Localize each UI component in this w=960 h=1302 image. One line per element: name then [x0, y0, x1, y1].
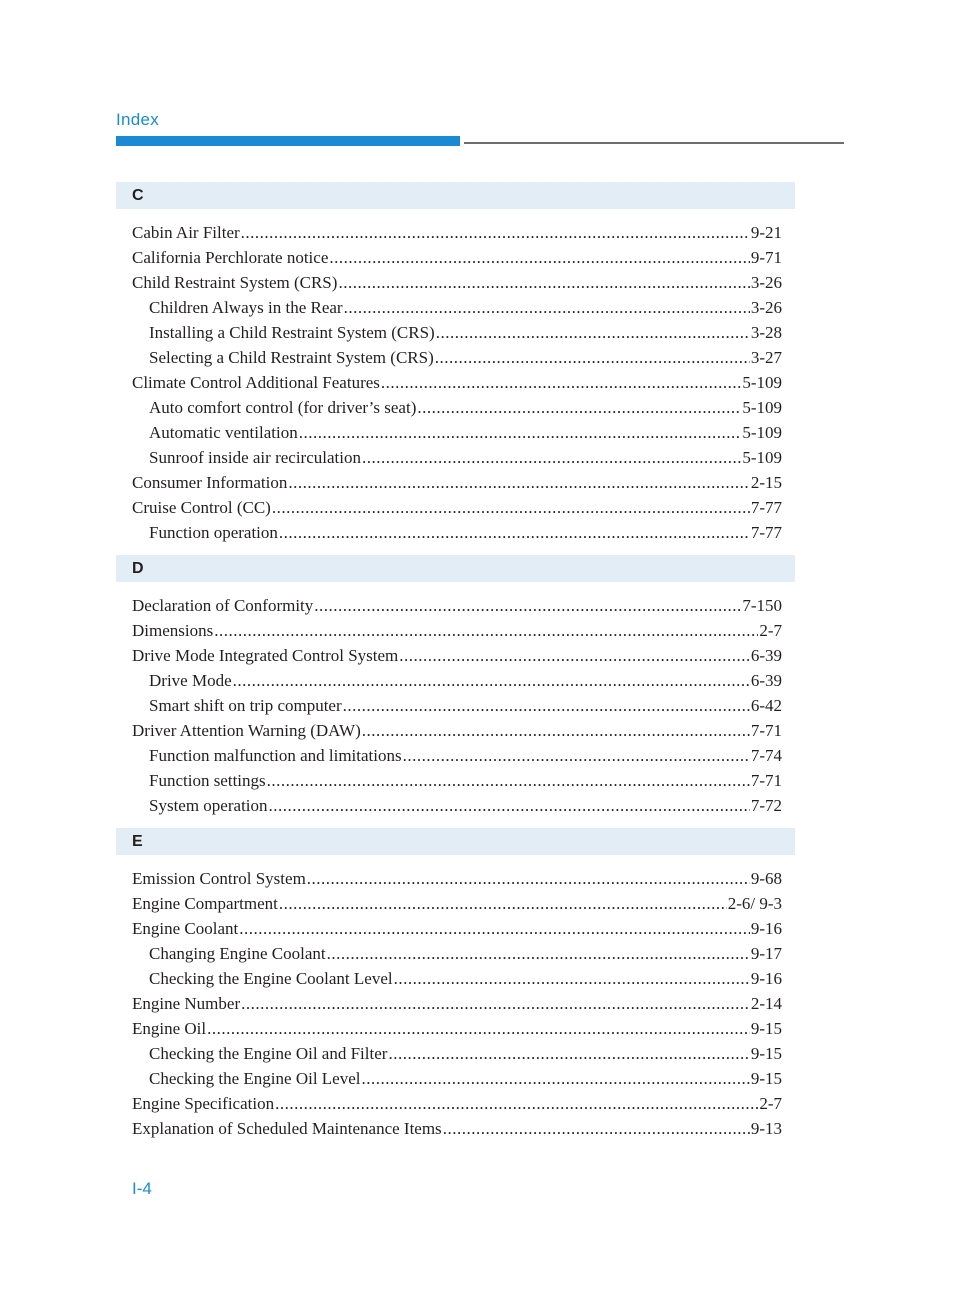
index-subentry — [132, 743, 782, 768]
entry-title: Checking the Engine Oil Level — [149, 1069, 361, 1088]
entry-title: Driver Attention Warning (DAW) — [132, 721, 361, 740]
index-entry — [132, 1091, 782, 1116]
entry-page-ref: 9-13 — [750, 1119, 782, 1138]
entry-page-ref: 2-14 — [750, 994, 782, 1013]
entry-page-ref: 7-72 — [750, 796, 782, 815]
index-entry — [132, 495, 782, 520]
entry-title: Installing a Child Restraint System (CRS) — [149, 323, 435, 342]
entry-title: Drive Mode Integrated Control System — [132, 646, 399, 665]
dot-leader — [362, 1066, 750, 1091]
entry-page-ref: 9-15 — [750, 1044, 782, 1063]
index-entry — [132, 718, 782, 743]
entry-title: Climate Control Additional Features — [132, 373, 380, 392]
index-subentry — [132, 445, 782, 470]
index-entry — [132, 1016, 782, 1041]
index-entry-list — [116, 855, 795, 1141]
index-subentry — [132, 520, 782, 545]
entry-title: Sunroof inside air recirculation — [149, 448, 361, 467]
dot-leader — [394, 966, 750, 991]
index-subentry — [132, 693, 782, 718]
index-subentry — [132, 768, 782, 793]
entry-page-ref: 7-77 — [750, 523, 782, 542]
index-entry — [132, 1116, 782, 1141]
entry-page-ref: 5-109 — [742, 398, 782, 417]
entry-title: Selecting a Child Restraint System (CRS) — [149, 348, 434, 367]
dot-leader — [207, 1016, 750, 1041]
index-subentry — [132, 793, 782, 818]
entry-title: Engine Number — [132, 994, 241, 1013]
entry-page-ref: 3-28 — [750, 323, 782, 342]
index-entry — [132, 220, 782, 245]
entry-page-ref: 2-7 — [759, 621, 782, 640]
section-letter-heading: D — [116, 555, 795, 582]
entry-title: Children Always in the Rear — [149, 298, 343, 317]
index-entry — [132, 643, 782, 668]
index-subentry — [132, 668, 782, 693]
entry-title: Auto comfort control (for driver’s seat) — [149, 398, 417, 417]
header-divider-rule — [464, 142, 844, 144]
entry-page-ref: 9-17 — [750, 944, 782, 963]
index-subentry — [132, 295, 782, 320]
entry-title: Engine Oil — [132, 1019, 207, 1038]
dot-leader — [417, 395, 741, 420]
entry-title: Cabin Air Filter — [132, 223, 240, 242]
dot-leader — [388, 1041, 749, 1066]
entry-page-ref: 9-16 — [750, 919, 782, 938]
index-entry — [132, 618, 782, 643]
entry-title: Automatic ventilation — [149, 423, 298, 442]
dot-leader — [307, 866, 750, 891]
entry-page-ref: 7-74 — [750, 746, 782, 765]
dot-leader — [241, 220, 750, 245]
entry-page-ref: 6-39 — [750, 671, 782, 690]
dot-leader — [241, 991, 750, 1016]
index-section-c — [116, 182, 795, 545]
entry-title: California Perchlorate notice — [132, 248, 329, 267]
section-letter-heading: E — [116, 828, 795, 855]
entry-page-ref: 9-15 — [750, 1019, 782, 1038]
index-section-e — [116, 828, 795, 1141]
dot-leader — [436, 320, 750, 345]
entry-title: Smart shift on trip computer — [149, 696, 342, 715]
index-entry — [132, 370, 782, 395]
entry-page-ref: 9-21 — [750, 223, 782, 242]
entry-page-ref: 2-15 — [750, 473, 782, 492]
dot-leader — [381, 370, 741, 395]
entry-title: Consumer Information — [132, 473, 288, 492]
entry-title: Checking the Engine Oil and Filter — [149, 1044, 388, 1063]
entry-page-ref: 7-71 — [750, 721, 782, 740]
dot-leader — [403, 743, 750, 768]
entry-title: Function operation — [149, 523, 278, 542]
entry-page-ref: 9-15 — [750, 1069, 782, 1088]
index-entry-list — [116, 209, 795, 545]
index-subentry — [132, 420, 782, 445]
entry-title: Changing Engine Coolant — [149, 944, 326, 963]
entry-page-ref: 2-7 — [759, 1094, 782, 1113]
index-entry — [132, 593, 782, 618]
dot-leader — [239, 916, 750, 941]
header-accent-rule — [116, 136, 460, 146]
index-entry — [132, 891, 782, 916]
index-subentry — [132, 941, 782, 966]
dot-leader — [314, 593, 741, 618]
dot-leader — [435, 345, 750, 370]
entry-title: Cruise Control (CC) — [132, 498, 271, 517]
dot-leader — [267, 768, 750, 793]
entry-title: Declaration of Conformity — [132, 596, 314, 615]
section-letter-heading: C — [116, 182, 795, 209]
entry-page-ref: 5-109 — [742, 373, 782, 392]
dot-leader — [299, 420, 742, 445]
entry-title: System operation — [149, 796, 268, 815]
entry-page-ref: 9-68 — [750, 869, 782, 888]
dot-leader — [269, 793, 750, 818]
dot-leader — [338, 270, 749, 295]
index-subentry — [132, 395, 782, 420]
index-subentry — [132, 1041, 782, 1066]
dot-leader — [288, 470, 749, 495]
entry-page-ref: 9-71 — [750, 248, 782, 267]
dot-leader — [279, 891, 727, 916]
entry-page-ref: 3-26 — [750, 298, 782, 317]
entry-title: Child Restraint System (CRS) — [132, 273, 338, 292]
dot-leader — [279, 520, 750, 545]
entry-title: Checking the Engine Coolant Level — [149, 969, 393, 988]
entry-title: Engine Specification — [132, 1094, 275, 1113]
index-entry — [132, 916, 782, 941]
dot-leader — [399, 643, 750, 668]
dot-leader — [329, 245, 749, 270]
entry-title: Drive Mode — [149, 671, 232, 690]
entry-title: Engine Coolant — [132, 919, 239, 938]
page-header-title: Index — [116, 110, 160, 129]
entry-page-ref: 7-150 — [742, 596, 782, 615]
index-entry — [132, 991, 782, 1016]
index-subentry — [132, 1066, 782, 1091]
dot-leader — [344, 295, 750, 320]
entry-page-ref: 7-71 — [750, 771, 782, 790]
index-entry — [132, 866, 782, 891]
index-entry — [132, 270, 782, 295]
index-entry-list — [116, 582, 795, 818]
entry-page-ref: 5-109 — [742, 448, 782, 467]
entry-page-ref: 6-42 — [750, 696, 782, 715]
entry-title: Dimensions — [132, 621, 214, 640]
entry-page-ref: 7-77 — [750, 498, 782, 517]
entry-page-ref: 5-109 — [742, 423, 782, 442]
dot-leader — [275, 1091, 758, 1116]
dot-leader — [327, 941, 750, 966]
page-number: I-4 — [132, 1179, 152, 1198]
entry-title: Engine Compartment — [132, 894, 278, 913]
entry-title: Explanation of Scheduled Maintenance Items — [132, 1119, 442, 1138]
index-entry — [132, 245, 782, 270]
index-entry — [132, 470, 782, 495]
entry-page-ref: 6-39 — [750, 646, 782, 665]
entry-page-ref: 2-6/ 9-3 — [727, 894, 782, 913]
entry-title: Function settings — [149, 771, 266, 790]
index-subentry — [132, 966, 782, 991]
entry-title: Emission Control System — [132, 869, 306, 888]
index-subentry — [132, 345, 782, 370]
dot-leader — [343, 693, 750, 718]
dot-leader — [443, 1116, 750, 1141]
dot-leader — [362, 718, 750, 743]
entry-page-ref: 9-16 — [750, 969, 782, 988]
dot-leader — [214, 618, 758, 643]
entry-page-ref: 3-27 — [750, 348, 782, 367]
dot-leader — [362, 445, 741, 470]
index-content — [116, 182, 795, 1141]
index-subentry — [132, 320, 782, 345]
index-section-d — [116, 555, 795, 818]
entry-page-ref: 3-26 — [750, 273, 782, 292]
dot-leader — [233, 668, 750, 693]
dot-leader — [272, 495, 750, 520]
entry-title: Function malfunction and limitations — [149, 746, 402, 765]
